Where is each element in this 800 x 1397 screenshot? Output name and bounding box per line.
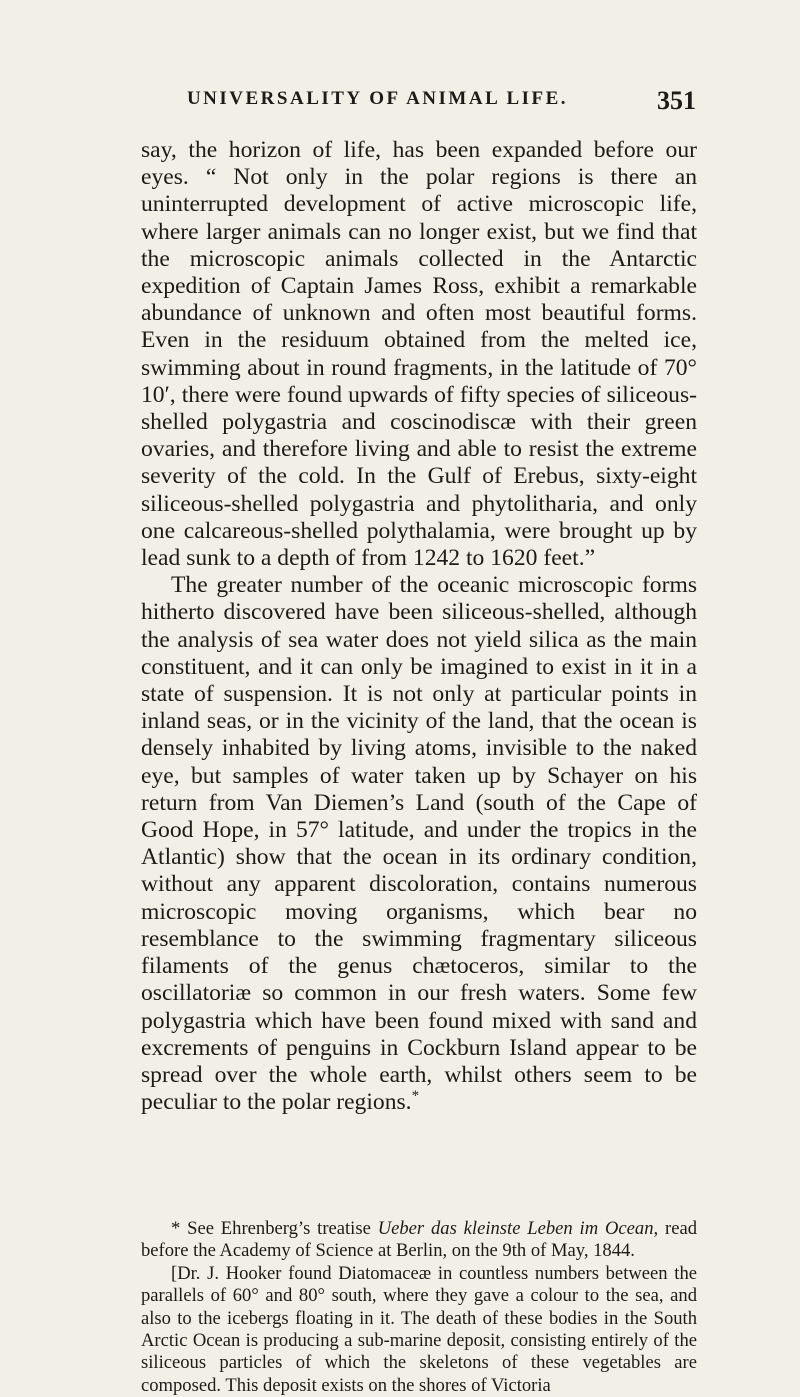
running-title: UNIVERSALITY OF ANIMAL LIFE.	[186, 88, 569, 109]
footnote-text: * See Ehrenberg’s treatise	[171, 1218, 371, 1239]
footnotes	[141, 1218, 697, 1397]
running-head	[141, 88, 696, 118]
page-number: 351	[657, 86, 696, 115]
paragraph	[141, 572, 697, 1116]
body-text	[141, 137, 697, 1116]
footnote: [Dr. J. Hooker found Diatomaceæ in countless numbers between the parallels of 60° and 80° south, where they gave a colour to the sea, and also to the icebergs floating in it. The death of these bodies in the South Arctic Ocean is producing a sub-marine deposit, consisting entirely of the siliceous particles of which the skeletons of these vegetables are composed. This deposit exists on the shores of Victoria	[141, 1262, 697, 1396]
footnote-text: read before the Academy of Science at Berlin, on the 9th of May, 1844.	[141, 1218, 697, 1262]
paragraph-text: The greater number of the oceanic microscopic forms hitherto discovered have been siliceous-shelled, although the analysis of sea water does not yield silica as the main constituent, and it can only be imagined to exist in it in a state of suspension. It is not only at particular points in inland seas, or in the vicinity of the land, that the ocean is densely inhabited by living atoms, invisible to the naked eye, but samples of water taken up by Schayer on his return from Van Diemen’s Land (south of the Cape of Good Hope, in 57° latitude, and under the tropics in the Atlantic) show that the ocean in its ordinary condition, without any apparent discoloration, contains numerous microscopic moving organisms, which bear no resemblance to the swimming fragmentary siliceous filaments of the genus chætoceros, similar to the oscillatoriæ so common in our fresh waters. Some few polygastria which have been found mixed with sand and excrements of penguins in Cockburn Island appear to be spread over the whole earth, whilst others seem to be peculiar to the polar regions.	[141, 572, 697, 1116]
footnote-title: Ueber das kleinste Leben im Ocean,	[377, 1218, 659, 1239]
paragraph: say, the horizon of life, has been expanded before our eyes. “ Not only in the polar regions is there an uninterrupted development of active microscopic life, where larger animals can no longer exist, but we find that the microscopic animals collected in the Antarctic expedition of Captain James Ross, exhibit a remarkable abundance of unknown and often most beautiful forms. Even in the residuum obtained from the melted ice, swimming about in round fragments, in the latitude of 70° 10′, there were found upwards of fifty species of siliceous-shelled polygastria and coscinodiscæ with their green ovaries, and therefore living and able to resist the extreme severity of the cold. In the Gulf of Erebus, sixty-eight siliceous-shelled polygastria and phytolitharia, and only one calcareous-shelled polythalamia, were brought up by lead sunk to a depth of from 1242 to 1620 feet.”	[141, 137, 697, 572]
footnote	[141, 1218, 697, 1263]
footnote-reference: *	[411, 1088, 420, 1105]
